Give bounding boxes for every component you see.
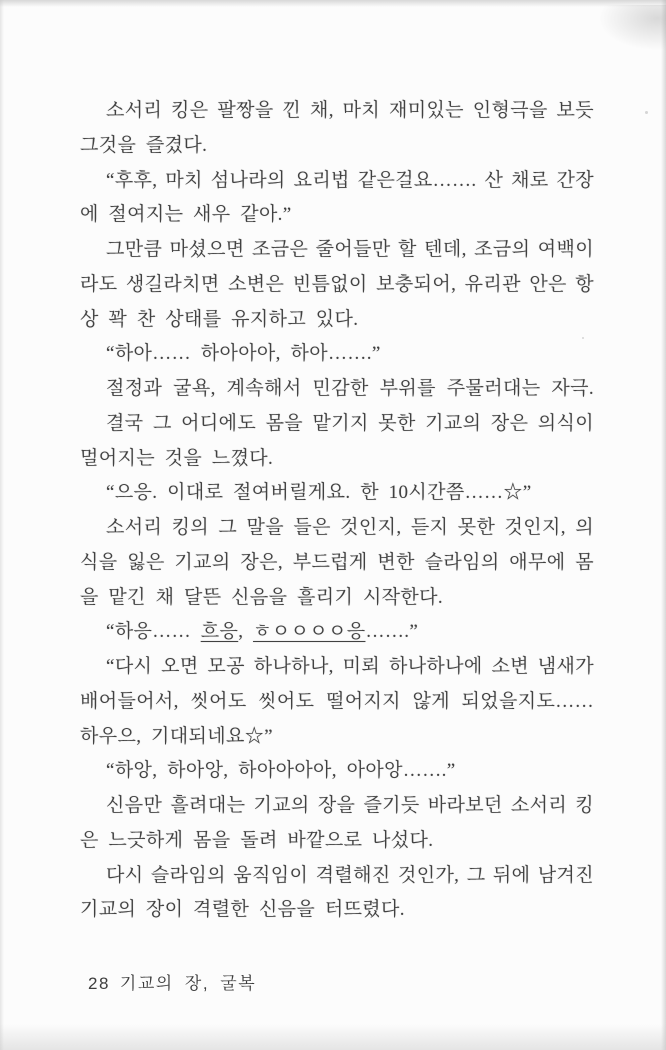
text-line <box>80 372 594 407</box>
scan-speck <box>645 111 648 114</box>
text-segment: 절정과 굴욕, 계속해서 민감한 부위를 주물러대는 자극. <box>106 378 594 399</box>
text-line <box>80 859 594 894</box>
text-line <box>80 893 594 928</box>
text-segment: “후후, 마치 섬나라의 요리법 같은걸요……. 산 채로 간장 <box>106 169 594 191</box>
text-line <box>80 407 594 442</box>
text-segment: 을 맡긴 채 달뜬 신음을 흘리기 시작한다. <box>80 586 444 608</box>
scan-edge-right <box>661 0 666 1050</box>
page-number: 28 <box>88 974 110 993</box>
text-segment: 에 절여지는 새우 같아.” <box>80 204 292 226</box>
text-line <box>80 233 594 268</box>
text-line <box>80 198 594 233</box>
text-segment: 소서리 킹은 팔짱을 낀 채, 마치 재미있는 인형극을 보듯 <box>106 100 594 121</box>
text-segment: “하아…… 하아아아, 하아…….” <box>106 343 381 365</box>
underlined-text: ㅎㅇㅇㅇㅇ응 <box>253 621 366 643</box>
text-line <box>80 94 594 129</box>
text-line <box>80 615 594 650</box>
page-footer <box>88 969 256 994</box>
text-segment: “다시 오면 모공 하나하나, 미뢰 하나하나에 소변 냄새가 <box>106 656 594 677</box>
scan-edge-bottom <box>0 1024 666 1050</box>
text-segment: , <box>238 621 254 643</box>
text-line <box>80 476 594 511</box>
text-segment: 하우으, 기대되네요☆” <box>80 725 273 747</box>
text-segment: 식을 잃은 기교의 장은, 부드럽게 변한 슬라임의 애무에 몸 <box>80 551 594 573</box>
text-line <box>80 303 594 338</box>
text-line <box>80 789 594 824</box>
text-line <box>80 720 594 755</box>
text-line <box>80 546 594 581</box>
text-segment: “으응. 이대로 절여버릴게요. 한 10시간쯤……☆” <box>106 482 532 504</box>
scan-edge-top <box>0 0 666 7</box>
text-segment: 그것을 즐겼다. <box>80 134 208 156</box>
text-line <box>80 650 594 685</box>
scan-edge-left <box>0 0 4 1050</box>
text-segment: 다시 슬라임의 움직임이 격렬해진 것인가, 그 뒤에 남겨진 <box>106 864 594 886</box>
text-segment: 결국 그 어디에도 몸을 맡기지 못한 기교의 장은 의식이 <box>106 412 594 434</box>
text-segment: 라도 생길라치면 소변은 빈틈없이 보충되어, 유리관 안은 항 <box>80 273 594 295</box>
text-segment: “하응…… <box>106 621 201 643</box>
text-segment: 상 꽉 찬 상태를 유지하고 있다. <box>80 308 359 330</box>
text-line <box>80 511 594 546</box>
text-line <box>80 824 594 859</box>
text-segment: 소서리 킹의 그 말을 들은 것인지, 듣지 못한 것인지, 의 <box>106 517 594 538</box>
scan-smudge <box>594 5 666 53</box>
underlined-text: 흐응 <box>200 621 239 643</box>
text-line <box>80 337 594 372</box>
text-segment: “하앙, 하아앙, 하아아아아, 아아앙…….” <box>106 760 456 782</box>
text-line <box>80 754 594 789</box>
chapter-title: 기교의 장, 굴복 <box>119 974 257 993</box>
text-line <box>80 581 594 616</box>
text-line <box>80 129 594 164</box>
text-segment: 신음만 흘려대는 기교의 장을 즐기듯 바라보던 소서리 킹 <box>106 795 594 816</box>
text-segment: 기교의 장이 격렬한 신음을 터뜨렸다. <box>80 899 405 921</box>
text-segment: 배어들어서, 씻어도 씻어도 떨어지지 않게 되었을지도…… <box>80 690 594 712</box>
text-segment: 은 느긋하게 몸을 돌려 바깥으로 나섰다. <box>80 829 434 851</box>
body-text <box>80 94 594 928</box>
text-line <box>80 164 594 199</box>
text-segment: …….” <box>365 621 419 643</box>
text-line <box>80 268 594 303</box>
text-line <box>80 442 594 477</box>
text-line <box>80 685 594 720</box>
text-segment: 멀어지는 것을 느꼈다. <box>80 447 274 469</box>
text-segment: 그만큼 마셨으면 조금은 줄어들만 할 텐데, 조금의 여백이 <box>106 239 594 260</box>
